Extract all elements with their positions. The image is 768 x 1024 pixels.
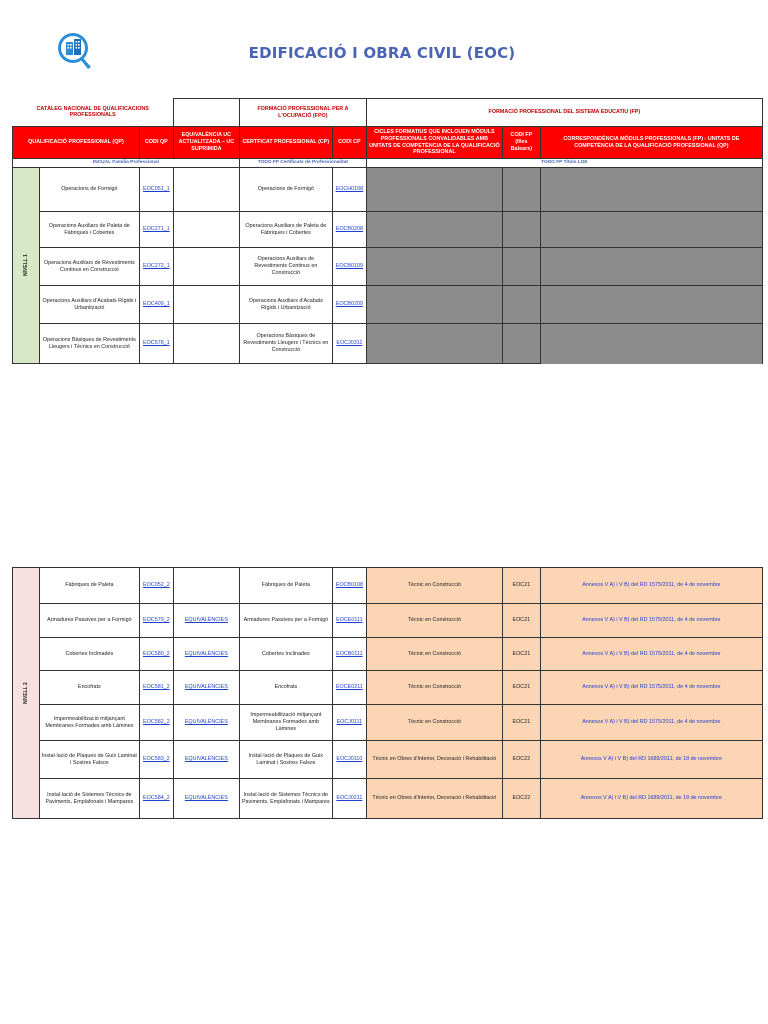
cp-code-link[interactable]: EOCE0111 [336,617,363,624]
fp-code-cell [502,248,540,286]
certificate-name: Operacions de Formigó [239,168,332,212]
subheader-qp: INCUAL Família Professional [13,159,240,168]
header-col-codi-fp: CODI FP (Illes Balears) [502,127,540,159]
table-row [13,671,763,705]
qualification-name: Operacions Auxiliars d'Acabats Rígids i Urbanització [39,286,139,324]
qp-code-link[interactable]: EOC272_1 [143,263,170,270]
table-row [13,568,763,604]
correspondence-link[interactable]: Annexos V A) i V B) del RD 1689/2011, de 18 de novembre [580,795,723,802]
fp-code-cell [502,168,540,212]
fp-code-cell [502,286,540,324]
fp-code: EOC21 [502,604,540,638]
qp-code-link[interactable]: EOC052_2 [143,582,170,589]
correspondence-cell [540,286,762,324]
qp-code-link[interactable]: EOC584_2 [143,795,170,802]
cicle-cell [366,168,502,212]
certificate-name: Instal·lació de Sistemes Tècnics de Paviments, Emplafonats i Mampares [239,779,332,819]
equivalence-cell [173,212,239,248]
cp-code-link[interactable]: EOCJ0110 [336,756,363,763]
correspondence-link[interactable]: Annexos V A) i V B) del RD 1575/2011, de 4 de novembre [582,684,721,691]
qp-code-link[interactable]: EOC051_1 [143,186,170,193]
table-row [13,248,763,286]
qualification-name: Fàbriques de Paleta [39,568,139,604]
certificate-name: Operacions Auxiliars de Revestiments Continus en Construcció [239,248,332,286]
equivalences-link[interactable]: EQUIVALÈNCIES [184,795,228,802]
cp-code-link[interactable]: EOCJ0311 [336,340,363,347]
table-row [13,168,763,212]
header-col-codi-cp: CODI CP [332,127,366,159]
correspondence-cell [540,212,762,248]
table-row [13,324,763,364]
certificate-name: Impermeabilització mitjançant Membranes Formades amb Làmines [239,705,332,741]
equivalences-link[interactable]: EQUIVALÈNCIES [184,719,228,726]
cicle-formatiu: Tècnic en Construcció [366,604,502,638]
cp-code-link[interactable]: EOCJ0211 [336,795,363,802]
cicle-formatiu: Tècnic en Construcció [366,568,502,604]
table-row [13,212,763,248]
cp-code-link[interactable]: EOCE0211 [335,684,363,691]
qualification-name: Operacions de Formigó [39,168,139,212]
fp-code-cell [502,324,540,364]
cicle-formatiu: Tècnic en Construcció [366,638,502,671]
fp-code: EOC21 [502,705,540,741]
qp-code-link[interactable]: EOC409_1 [143,301,170,308]
table-row [13,604,763,638]
level-label: NIVELL 2 [13,568,40,819]
cicle-formatiu: Tècnic en Construcció [366,671,502,705]
table-row [13,705,763,741]
qualification-name: Operacions Auxiliars de Paleta de Fàbriques i Cobertes [39,212,139,248]
cicle-formatiu: Tècnic en Construcció [366,705,502,741]
correspondence-link[interactable]: Annexos V A) i V B) del RD 1575/2011, de 4 de novembre [582,719,721,726]
header-group-qp: CATÀLEG NACIONAL DE QUALIFICACIONS PROFESSIONALS [13,99,174,127]
qp-code-link[interactable]: EOC583_2 [143,756,170,763]
fp-code: EOC22 [502,741,540,779]
correspondence-cell [540,168,762,212]
qualification-name: Instal·lació de Sistemes Tècnics de Paviments, Emplafonats i Mampares [39,779,139,819]
header-group-fp: FORMACIÓ PROFESSIONAL DEL SISTEMA EDUCATIU (FP) [366,99,762,127]
fp-code-cell [502,212,540,248]
equivalence-cell [173,286,239,324]
certificate-name: Armadures Passives per a Formigó [239,604,332,638]
certificate-name: Operacions Bàsiques de Revestiments Lleugers i Tècnics en Construcció [239,324,332,364]
table-row [13,779,763,819]
search-building-logo-icon [56,31,96,71]
header-col-cp: CERTFICAT PROFESSIONAL (CP) [239,127,332,159]
header-col-equivalencia: EQUIVALÈNCIA UC ACTUALITZADA – UC SUPRIMIDA [173,127,239,159]
certificate-name: Instal·lació de Plaques de Guix Laminat i Sostres Falsos [239,741,332,779]
cicle-cell [366,324,502,364]
subheader-cp: TODO FP Certificats de Professionalitat [239,159,366,168]
correspondence-link[interactable]: Annexos V A) i V B) del RD 1575/2011, de 4 de novembre [582,582,721,589]
qualification-name: Impermeabilització mitjançant Membranes Formades amb Làmines [39,705,139,741]
qualification-name: Instal·lació de Plaques de Guix Laminat i Sostres Falsos [39,741,139,779]
subheader-fp: TODO FP Títols LOE [366,159,762,168]
cp-code-link[interactable]: EOCB0108 [335,582,363,589]
cicle-cell [366,212,502,248]
cicle-formatiu: Tècnic en Obres d'Interior, Decoració i Rehabilitació [366,779,502,819]
qualification-name: Cobertes Inclinades [39,638,139,671]
cp-code-link[interactable]: EOCB0209 [335,301,363,308]
qualifications-table-nivell-1 [12,98,763,364]
cicle-cell [366,248,502,286]
equivalences-link[interactable]: EQUIVALÈNCIES [184,650,228,657]
certificate-name: Cobertes Inclinades [239,638,332,671]
cicle-formatiu: Tècnic en Obres d'Interior, Decoració i Rehabilitació [366,741,502,779]
qualifications-table-nivell-2 [12,567,763,819]
header-col-correspondencia: CORRESPONDÈNCIA MÒDULS PROFESSIONALS (FP) - UNITATS DE COMPETÈNCIA DE LA QUALIFICACIÓ PROFESSIONAL (QP) [540,127,762,159]
table-row [13,286,763,324]
header-col-codi-qp: CODI QP [139,127,173,159]
qualification-name: Encofrats [39,671,139,705]
qp-code-link[interactable]: EOC580_2 [143,650,170,657]
equivalences-link[interactable]: EQUIVALÈNCIES [184,756,228,763]
correspondence-link[interactable]: Annexos V A) i V B) del RD 1689/2011, de 18 de novembre [580,756,723,763]
header-col-qp: QUALIFICACIÓ PROFESSIONAL (QP) [13,127,140,159]
cp-code-link[interactable]: EOCJ0111 [336,719,363,726]
certificate-name: Operacions Auxiliars d'Acabats Rígids i Urbanització [239,286,332,324]
cp-code-link[interactable]: EOCH0108 [335,186,364,193]
equivalence-cell [173,324,239,364]
equivalence-cell [173,568,239,604]
header-col-cicles: CICLES FORMATIUS QUE INCLOUEN MÒDULS PROFESSIONALS CONVALIDABLES AMB UNITATS DE COMPETÈNCIA DE LA QUALIFICACIÓ PROFESSIONAL [366,127,502,159]
fp-code: EOC21 [502,638,540,671]
cp-code-link[interactable]: EOCB0208 [335,226,363,233]
equivalences-link[interactable]: EQUIVALÈNCIES [184,617,228,624]
table-row [13,741,763,779]
cp-code-link[interactable]: EOCB0111 [336,650,363,657]
equivalence-cell [173,248,239,286]
certificate-name: Encofrats [239,671,332,705]
equivalence-cell [173,168,239,212]
qp-code-link[interactable]: EOC579_2 [143,617,170,624]
page-title: EDIFICACIÓ I OBRA CIVIL (EOC) [248,44,516,62]
qualification-name: Operacions Bàsiques de Revestiments Lleugers i Tècnics en Construcció [39,324,139,364]
equivalences-link[interactable]: EQUIVALÈNCIES [184,684,228,691]
qualification-name: Armadures Passives per a Formigó [39,604,139,638]
level-label: NIVELL 1 [13,168,40,364]
cp-code-link[interactable]: EOCB0109 [335,263,363,270]
correspondence-link[interactable]: Annexos V A) i V B) del RD 1575/2011, de 4 de novembre [582,650,721,657]
correspondence-cell [540,324,762,364]
fp-code: EOC22 [502,779,540,819]
header-group-fpo: FORMACIÓ PROFESSIONAL PER A L'OCUPACIÓ (FPO) [239,99,366,127]
qp-code-link[interactable]: EOC581_2 [143,684,170,691]
cicle-cell [366,286,502,324]
fp-code: EOC21 [502,568,540,604]
correspondence-cell [540,248,762,286]
qp-code-link[interactable]: EOC582_2 [143,719,170,726]
correspondence-link[interactable]: Annexos V A) i V B) del RD 1575/2011, de 4 de novembre [582,617,721,624]
certificate-name: Operacions Auxiliars de Paleta de Fàbriques i Cobertes [239,212,332,248]
certificate-name: Fàbriques de Paleta [239,568,332,604]
fp-code: EOC21 [502,671,540,705]
qualification-name: Operacions Auxiliars de Revestiments Continus en Construcció [39,248,139,286]
qp-code-link[interactable]: EOC271_1 [143,226,170,233]
table-row [13,638,763,671]
qp-code-link[interactable]: EOC578_1 [143,340,170,347]
